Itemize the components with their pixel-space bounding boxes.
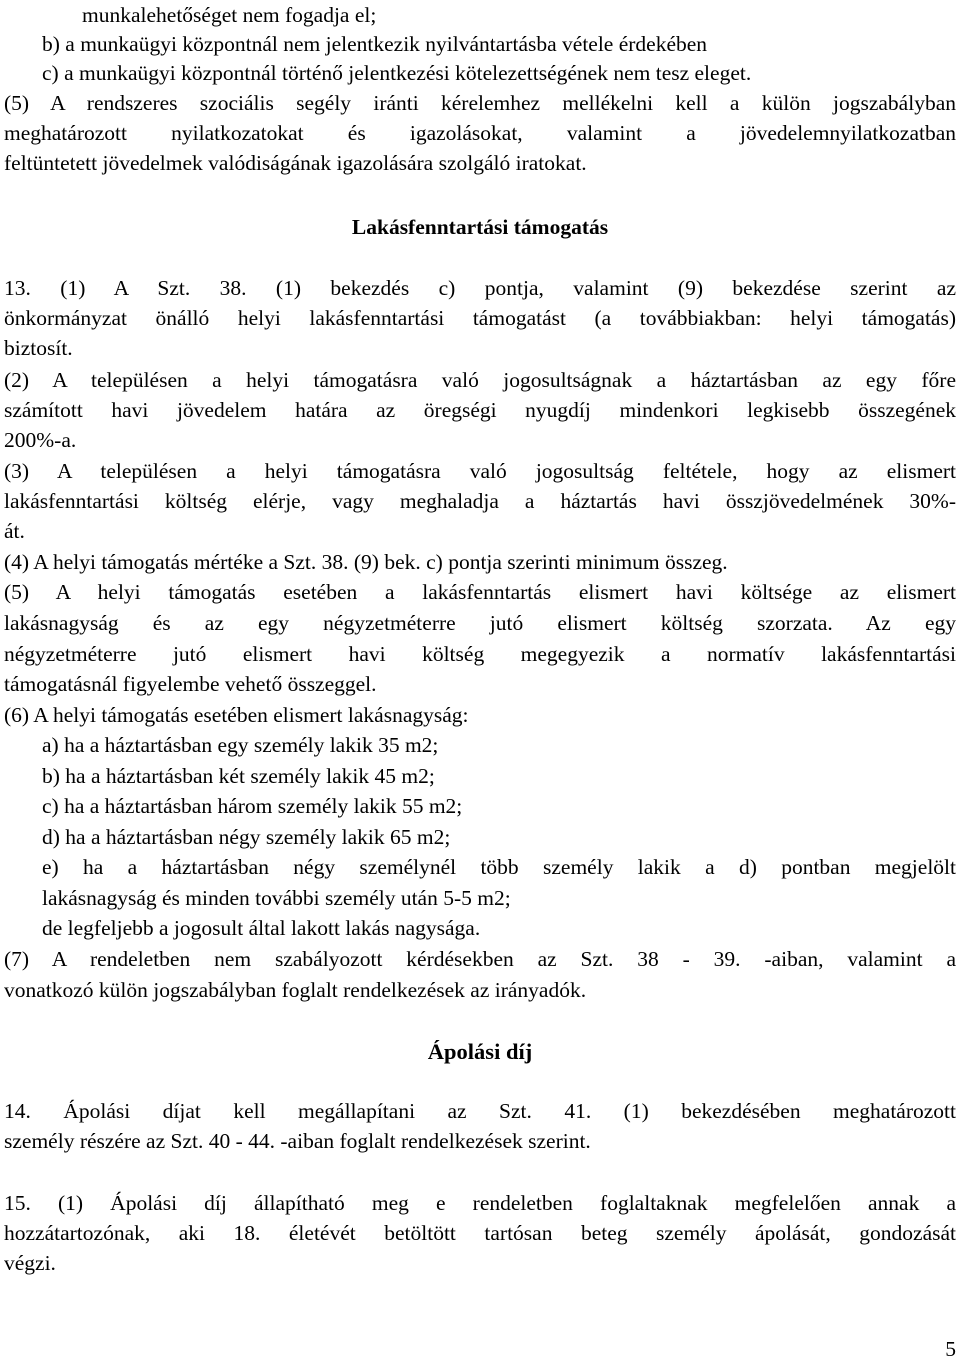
text-line: (3) A településen a helyi támogatásra való jogosultság feltétele, hogy az elismert — [4, 459, 956, 483]
list-item: lakásnagyság és minden további személy után 5-5 m2; — [42, 886, 511, 910]
text-line: b) a munkaügyi központnál nem jelentkezik nyilvántartásba vétele érdekében — [42, 32, 708, 56]
list-item: d) ha a háztartásban négy személy lakik 65 m2; — [42, 825, 451, 849]
text-line: 200%-a. — [4, 428, 77, 452]
text-line: feltüntetett jövedelmek valódiságának igazolására szolgáló iratokat. — [4, 151, 587, 175]
text-line: c) a munkaügyi központnál történő jelentkezési kötelezettségének nem tesz eleget. — [42, 61, 752, 85]
text-line: 14. Ápolási díjat kell megállapítani az Szt. 41. (1) bekezdésében meghatározott — [4, 1099, 956, 1123]
text-line: 13. (1) A Szt. 38. (1) bekezdés c) pontja, valamint (9) bekezdése szerint az — [4, 276, 956, 300]
section-heading-apolasi-dij: Ápolási díj — [427, 1039, 533, 1064]
section-heading-lakasfenntartasi: Lakásfenntartási támogatás — [351, 215, 609, 239]
page-number: 5 — [945, 1337, 956, 1361]
list-item: e) ha a háztartásban négy személynél több személy lakik a d) pontban megjelölt — [42, 855, 956, 879]
text-line: (6) A helyi támogatás esetében elismert lakásnagyság: — [4, 703, 469, 727]
list-item: c) ha a háztartásban három személy lakik 55 m2; — [42, 794, 463, 818]
list-item: de legfeljebb a jogosult által lakott lakás nagysága. — [42, 916, 481, 940]
text-line: (2) A településen a helyi támogatásra való jogosultságnak a háztartásban az egy főre — [4, 368, 956, 392]
text-line: lakásfenntartási költség elérje, vagy meghaladja a háztartás havi összjövedelmének 30%- — [4, 489, 956, 513]
text-line: (4) A helyi támogatás mértéke a Szt. 38. (9) bek. c) pontja szerinti minimum összeg. — [4, 550, 728, 574]
text-line: (7) A rendeletben nem szabályozott kérdésekben az Szt. 38 - 39. -aiban, valamint a — [4, 947, 956, 971]
text-line: vonatkozó külön jogszabályban foglalt rendelkezések az irányadók. — [4, 978, 587, 1002]
text-line: (5) A helyi támogatás esetében a lakásfenntartás elismert havi költsége az elismert — [4, 580, 956, 604]
text-line: (5) A rendszeres szociális segély iránti kérelemhez mellékelni kell a külön jogszabályban — [4, 91, 956, 115]
text-line: munkalehetőséget nem fogadja el; — [82, 3, 377, 27]
text-line: lakásnagyság és az egy négyzetméterre jutó elismert költség szorzata. Az egy — [4, 611, 956, 635]
text-line: meghatározott nyilatkozatokat és igazolásokat, valamint a jövedelemnyilatkozatban — [4, 121, 956, 145]
text-line: támogatásnál figyelembe vehető összeggel. — [4, 672, 377, 696]
text-line: önkormányzat önálló helyi lakásfenntartási támogatást (a továbbiakban: helyi támogatás) — [4, 306, 956, 330]
text-line: személy részére az Szt. 40 - 44. -aiban foglalt rendelkezések szerint. — [4, 1129, 591, 1153]
text-line: át. — [4, 519, 25, 543]
text-line: 15. (1) Ápolási díj állapítható meg e rendeletben foglaltaknak megfelelően annak a — [4, 1191, 956, 1215]
text-line: végzi. — [4, 1251, 56, 1275]
text-line: számított havi jövedelem határa az öregségi nyugdíj mindenkori legkisebb összegének — [4, 398, 956, 422]
list-item: a) ha a háztartásban egy személy lakik 35 m2; — [42, 733, 439, 757]
text-line: négyzetméterre jutó elismert havi költség megegyezik a normatív lakásfenntartási — [4, 642, 956, 666]
text-line: hozzátartozónak, aki 18. életévét betöltött tartósan beteg személy ápolását, gondozását — [4, 1221, 956, 1245]
list-item: b) ha a háztartásban két személy lakik 45 m2; — [42, 764, 435, 788]
text-line: biztosít. — [4, 336, 73, 360]
